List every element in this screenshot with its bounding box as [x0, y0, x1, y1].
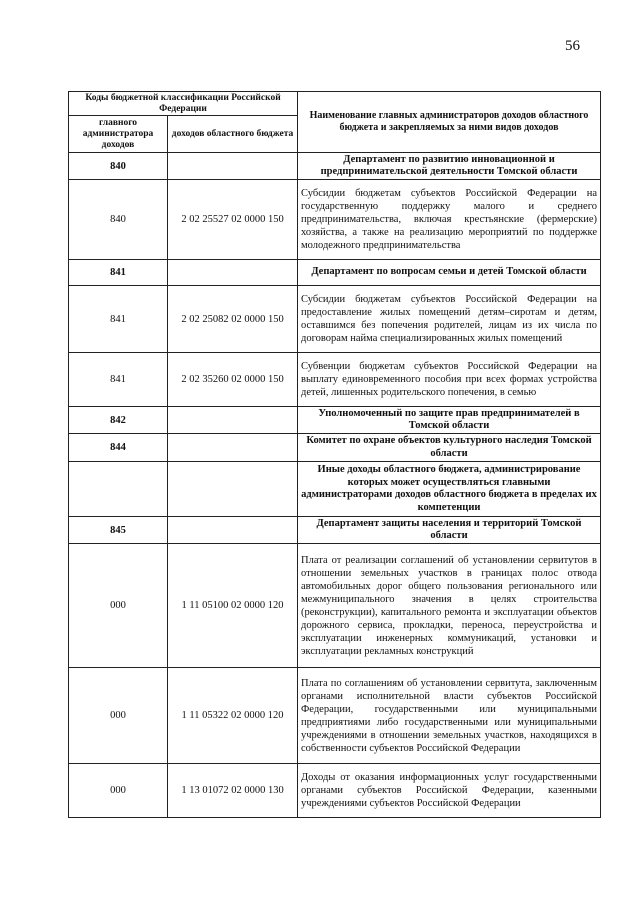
income-description-cell: Плата от реализации соглашений об установлении сервитутов в отношении земельных участков в границах полос отвода автомобильных дорог общего пользования регионального или межмуниципального значения в целях строительства (реконструкции), капитального ремонта и эксплуатации объектов дорожного сервиса, прокладки, переноса, переустройства и эксплуатации инженерных коммуникаций, установки и эксплуатации рекламных конструкций [298, 544, 601, 668]
admin-code-cell: 840 [69, 180, 168, 260]
admin-code-cell: 841 [69, 260, 168, 286]
income-code-cell: 1 11 05322 02 0000 120 [168, 668, 298, 764]
header-admin-column: главного администратора доходов [69, 116, 168, 153]
budget-codes-table [68, 91, 601, 818]
income-code-cell: 1 13 01072 02 0000 130 [168, 764, 298, 818]
income-code-cell [168, 153, 298, 180]
table-row [69, 153, 601, 180]
table-row [69, 260, 601, 286]
administrator-name-cell: Департамент по развитию инновационной и предпринимательской деятельности Томской области [298, 153, 601, 180]
income-code-cell [168, 462, 298, 517]
header-income-column: доходов областного бюджета [168, 116, 298, 153]
admin-code-cell: 844 [69, 434, 168, 462]
admin-code-cell: 000 [69, 544, 168, 668]
admin-code-cell: 840 [69, 153, 168, 180]
income-description-cell: Плата по соглашениям об установлении сервитута, заключенным органами исполнительной власти субъектов Российской Федерации, государственными или муниципальными предприятиями либо государственными или муниципальными учреждениями в отношении земельных участков, находящихся в собственности субъектов Российской Федерации [298, 668, 601, 764]
income-description-cell: Доходы от оказания информационных услуг государственными органами субъектов Российской Федерации, казенными учреждениями субъектов Российской Федерации [298, 764, 601, 818]
administrator-name-cell: Иные доходы областного бюджета, администрирование которых может осуществляться главными администраторами доходов областного бюджета в пределах их компетенции [298, 462, 601, 517]
administrator-name-cell: Уполномоченный по защите прав предпринимателей в Томской области [298, 407, 601, 434]
table-row [69, 668, 601, 764]
table-row [69, 434, 601, 462]
administrator-name-cell: Департамент по вопросам семьи и детей Томской области [298, 260, 601, 286]
income-code-cell [168, 517, 298, 544]
administrator-name-cell: Комитет по охране объектов культурного наследия Томской области [298, 434, 601, 462]
income-description-cell: Субсидии бюджетам субъектов Российской Федерации на государственную поддержку малого и среднего предпринимательства, включая крестьянские (фермерские) хозяйства, а также на реализацию мероприятий по поддержке молодежного предпринимательства [298, 180, 601, 260]
header-name-column: Наименование главных администраторов доходов областного бюджета и закрепляемых за ними видов доходов [298, 92, 601, 153]
table-row [69, 286, 601, 353]
admin-code-cell [69, 462, 168, 517]
header-codes-group: Коды бюджетной классификации Российской Федерации [69, 92, 298, 116]
table-row [69, 462, 601, 517]
income-code-cell: 2 02 35260 02 0000 150 [168, 353, 298, 407]
admin-code-cell: 000 [69, 668, 168, 764]
admin-code-cell: 841 [69, 286, 168, 353]
income-code-cell [168, 407, 298, 434]
table-row [69, 180, 601, 260]
admin-code-cell: 842 [69, 407, 168, 434]
table-row [69, 764, 601, 818]
income-code-cell: 2 02 25082 02 0000 150 [168, 286, 298, 353]
income-code-cell [168, 434, 298, 462]
table-row [69, 407, 601, 434]
admin-code-cell: 845 [69, 517, 168, 544]
income-code-cell [168, 260, 298, 286]
table-row [69, 517, 601, 544]
admin-code-cell: 000 [69, 764, 168, 818]
page-number: 56 [565, 38, 580, 54]
income-description-cell: Субсидии бюджетам субъектов Российской Федерации на предоставление жилых помещений детям–сиротам и детям, оставшимся без попечения родителей, лицам из их числа по договорам найма специализированных жилых помещений [298, 286, 601, 353]
admin-code-cell: 841 [69, 353, 168, 407]
income-description-cell: Субвенции бюджетам субъектов Российской Федерации на выплату единовременного пособия при всех формах устройства детей, лишенных родительского попечения, в семью [298, 353, 601, 407]
income-code-cell: 1 11 05100 02 0000 120 [168, 544, 298, 668]
administrator-name-cell: Департамент защиты населения и территорий Томской области [298, 517, 601, 544]
table-row [69, 544, 601, 668]
table-row [69, 353, 601, 407]
income-code-cell: 2 02 25527 02 0000 150 [168, 180, 298, 260]
